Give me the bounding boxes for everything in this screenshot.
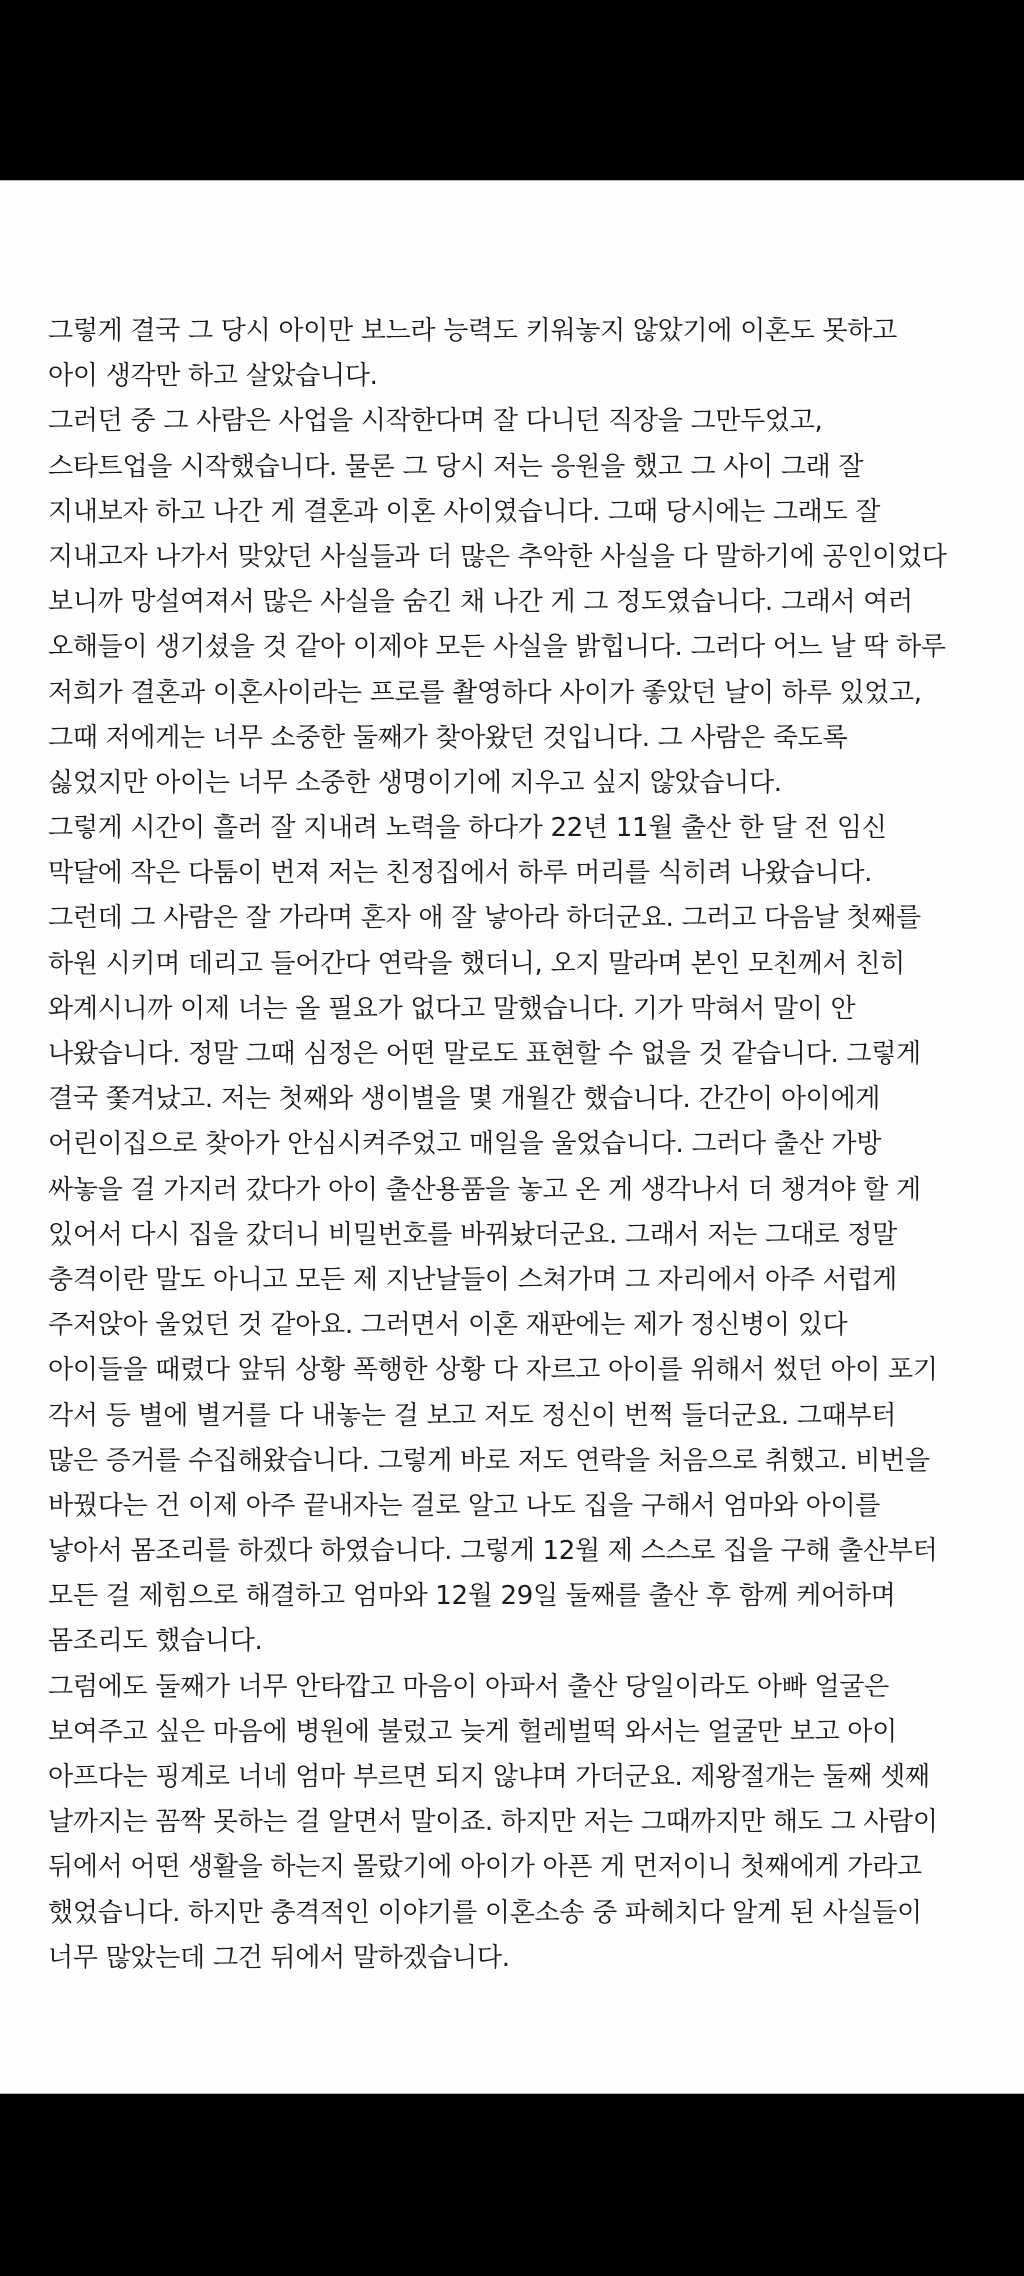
text-line: 그러던 중 그 사람은 사업을 시작한다며 잘 다니던 직장을 그만두었고, [48,406,823,437]
text-line: 그렇게 시간이 흘러 잘 지내려 노력을 하다가 22년 11월 출산 한 달 전 임신 [48,813,887,844]
text-line: 날까지는 꼼짝 못하는 걸 알면서 말이죠. 하지만 저는 그때까지만 해도 그 사람이 [48,1807,938,1838]
text-line: 보여주고 싶은 마음에 병원에 불렀고 늦게 헐레벌떡 와서는 얼굴만 보고 아이 [48,1716,897,1747]
text-line: 몸조리도 했습니다. [48,1626,263,1657]
text-line: 있어서 다시 집을 갔더니 비밀번호를 바꿔놨더군요. 그래서 저는 그대로 정말 [48,1219,897,1250]
text-line: 바꿨다는 건 이제 아주 끝내자는 걸로 알고 나도 집을 구해서 엄마와 아이를 [48,1490,881,1521]
text-line: 보니까 망설여져서 많은 사실을 숨긴 채 나간 게 그 정도였습니다. 그래서 여러 [48,587,913,618]
text-line: 아이들을 때렸다 앞뒤 상황 폭행한 상황 다 자르고 아이를 위해서 썼던 아이 포기 [48,1355,938,1386]
text-line: 모든 걸 제힘으로 해결하고 엄마와 12월 29일 둘째를 출산 후 함께 케어하며 [48,1581,896,1612]
text-line: 싸놓을 걸 가지러 갔다가 아이 출산용품을 놓고 온 게 생각나서 더 챙겨야 할 게 [48,1174,921,1205]
text-line: 충격이란 말도 아니고 모든 제 지난날들이 스쳐가며 그 자리에서 아주 서럽게 [48,1264,897,1295]
text-line: 그럼에도 둘째가 너무 안타깝고 마음이 아파서 출산 당일이라도 아빠 얼굴은 [48,1671,889,1702]
text-line: 지내고자 나가서 맞았던 사실들과 더 많은 추악한 사실을 다 말하기에 공인이었다 [48,541,947,572]
text-line: 나왔습니다. 정말 그때 심정은 어떤 말로도 표현할 수 없을 것 같습니다. 그렇게 [48,1039,921,1069]
text-line: 와계시니까 이제 너는 올 필요가 없다고 말했습니다. 기가 막혀서 말이 안 [48,993,856,1024]
text-line: 아프다는 핑계로 너네 엄마 부르면 되지 않냐며 가더군요. 제왕절개는 둘째 셋째 [48,1762,930,1792]
text-line: 각서 등 별에 별거를 다 내놓는 걸 보고 저도 정신이 번쩍 들더군요. 그때부터 [48,1400,897,1431]
text-line: 결국 쫓겨났고. 저는 첫째와 생이별을 몇 개월간 했습니다. 간간이 아이에게 [48,1084,881,1115]
text-line: 저희가 결혼과 이혼사이라는 프로를 촬영하다 사이가 좋았던 날이 하루 있었고, [48,677,922,708]
text-line: 그런데 그 사람은 잘 가라며 혼자 애 잘 낳아라 하더군요. 그러고 다음날 첫째를 [48,903,921,934]
text-line: 너무 많았는데 그건 뒤에서 말하겠습니다. [48,1942,510,1973]
bottom-black-bar [0,2094,1024,2276]
text-line: 하원 시키며 데리고 들어간다 연락을 했더니, 오지 말라며 본인 모친께서 친히 [48,948,905,979]
document-text-body [48,309,1018,1981]
text-line: 지내보자 하고 나간 게 결혼과 이혼 사이였습니다. 그때 당시에는 그래도 잘 [48,496,881,527]
text-line: 싫었지만 아이는 너무 소중한 생명이기에 지우고 싶지 않았습니다. [48,767,782,798]
text-line: 스타트업을 시작했습니다. 물론 그 당시 저는 응원을 했고 그 사이 그래 잘 [48,451,864,482]
text-line: 많은 증거를 수집해왔습니다. 그렇게 바로 저도 연락을 처음으로 취했고. 비번을 [48,1445,930,1476]
text-line: 그때 저에게는 너무 소중한 둘째가 찾아왔던 것입니다. 그 사람은 죽도록 [48,722,848,753]
text-line: 했었습니다. 하지만 충격적인 이야기를 이혼소송 중 파헤치다 알게 된 사실들이 [48,1897,922,1928]
text-line: 막달에 작은 다툼이 번져 저는 친정집에서 하루 머리를 식히려 나왔습니다. [48,858,873,889]
text-line: 그렇게 결국 그 당시 아이만 보느라 능력도 키워놓지 않았기에 이혼도 못하고 [48,316,897,346]
text-line: 낳아서 몸조리를 하겠다 하였습니다. 그렇게 12월 제 스스로 집을 구해 출산부터 [48,1536,938,1567]
text-line: 어린이집으로 찾아가 안심시켜주었고 매일을 울었습니다. 그러다 출산 가방 [48,1129,882,1160]
top-black-bar [0,0,1024,180]
text-line: 주저앉아 울었던 것 같아요. 그러면서 이혼 재판에는 제가 정신병이 있다 [48,1310,848,1341]
text-line: 아이 생각만 하고 살았습니다. [48,361,378,392]
text-line: 뒤에서 어떤 생활을 하는지 몰랐기에 아이가 아픈 게 먼저이니 첫째에게 가라고 [48,1852,922,1883]
document-page [0,180,1024,2094]
text-line: 오해들이 생기셨을 것 같아 이제야 모든 사실을 밝힙니다. 그러다 어느 날 딱 하루 [48,632,946,663]
